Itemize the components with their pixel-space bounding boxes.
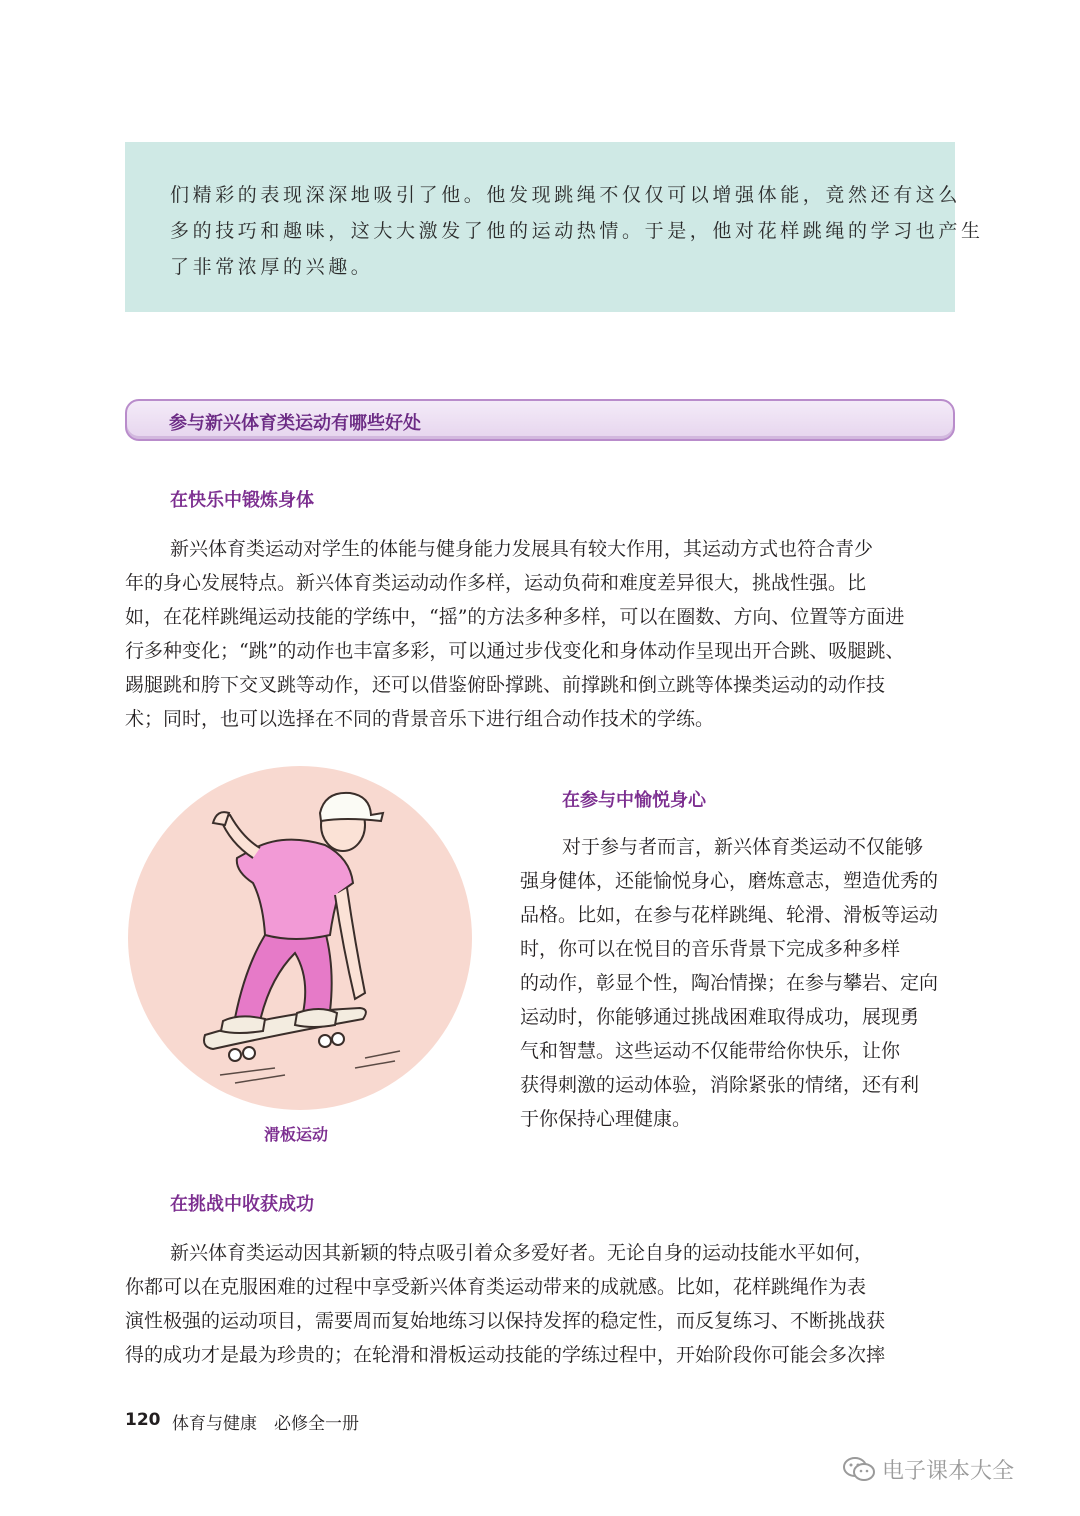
body-line: 新兴体育类运动因其新颖的特点吸引着众多爱好者。无论自身的运动技能水平如何， [170,1242,874,1264]
body-line: 于你保持心理健康。 [520,1108,692,1130]
watermark-text: 电子课本大全 [882,1458,1015,1484]
page-number: 120 [125,1410,161,1430]
story-line-3: 了非常浓厚的兴趣。 [170,256,374,278]
book-title: 体育与健康 必修全一册 [172,1414,359,1434]
section-title: 参与新兴体育类运动有哪些好处 [169,413,421,434]
body-line: 如，在花样跳绳运动技能的学练中，“摇”的方法多种多样，可以在圈数、方向、位置等方面进 [125,606,905,628]
body-line: 得的成功才是最为珍贵的；在轮滑和滑板运动技能的学练过程中，开始阶段你可能会多次摔 [125,1344,886,1366]
story-line-2: 多的技巧和趣味，这大大激发了他的运动热情。于是，他对花样跳绳的学习也产生 [170,220,984,242]
heading-gain-success: 在挑战中收获成功 [170,1194,314,1215]
body-line: 行多种变化；“跳”的动作也丰富多彩，可以通过步伐变化和身体动作呈现出开合跳、吸腿跳、 [125,640,905,662]
body-line: 演性极强的运动项目，需要周而复始地练习以保持发挥的稳定性，而反复练习、不断挑战获 [125,1310,886,1332]
left-shoe [221,1016,265,1033]
right-shoe [295,1009,337,1027]
body-line: 气和智慧。这些运动不仅能带给你快乐，让你 [520,1040,901,1062]
body-line: 你都可以在克服困难的过程中享受新兴体育类运动带来的成就感。比如，花样跳绳作为表 [125,1276,867,1298]
body-line: 运动时，你能够通过挑战困难取得成功，展现勇 [520,1006,920,1028]
watermark [842,1452,1014,1486]
skateboarder-illustration [125,763,475,1113]
body-line: 强身健体，还能愉悦身心，磨炼意志，塑造优秀的 [520,870,939,892]
illustration-caption: 滑板运动 [264,1125,329,1144]
body-line: 年的身心发展特点。新兴体育类运动动作多样，运动负荷和难度差异很大，挑战性强。比 [125,572,867,594]
wechat-icon [842,1455,876,1483]
body-line: 踢腿跳和胯下交叉跳等动作，还可以借鉴俯卧撑跳、前撑跳和倒立跳等体操类运动的动作技 [125,674,886,696]
body-line: 新兴体育类运动对学生的体能与健身能力发展具有较大作用，其运动方式也符合青少 [170,538,874,560]
section-banner [125,399,955,441]
body-line: 获得刺激的运动体验，消除紧张的情绪，还有利 [520,1074,920,1096]
body-line: 术；同时，也可以选择在不同的背景音乐下进行组合动作技术的学练。 [125,708,715,730]
story-line-1: 们精彩的表现深深地吸引了他。他发现跳绳不仅仅可以增强体能，竟然还有这么 [170,184,962,206]
body-line: 的动作，彰显个性，陶冶情操；在参与攀岩、定向 [520,972,939,994]
heading-enjoy-participation: 在参与中愉悦身心 [562,790,706,811]
heading-exercise-happily: 在快乐中锻炼身体 [170,490,314,511]
body-line: 对于参与者而言，新兴体育类运动不仅能够 [562,836,924,858]
body-line: 品格。比如，在参与花样跳绳、轮滑、滑板等运动 [520,904,939,926]
body-line: 时，你可以在悦目的音乐背景下完成多种多样 [520,938,901,960]
